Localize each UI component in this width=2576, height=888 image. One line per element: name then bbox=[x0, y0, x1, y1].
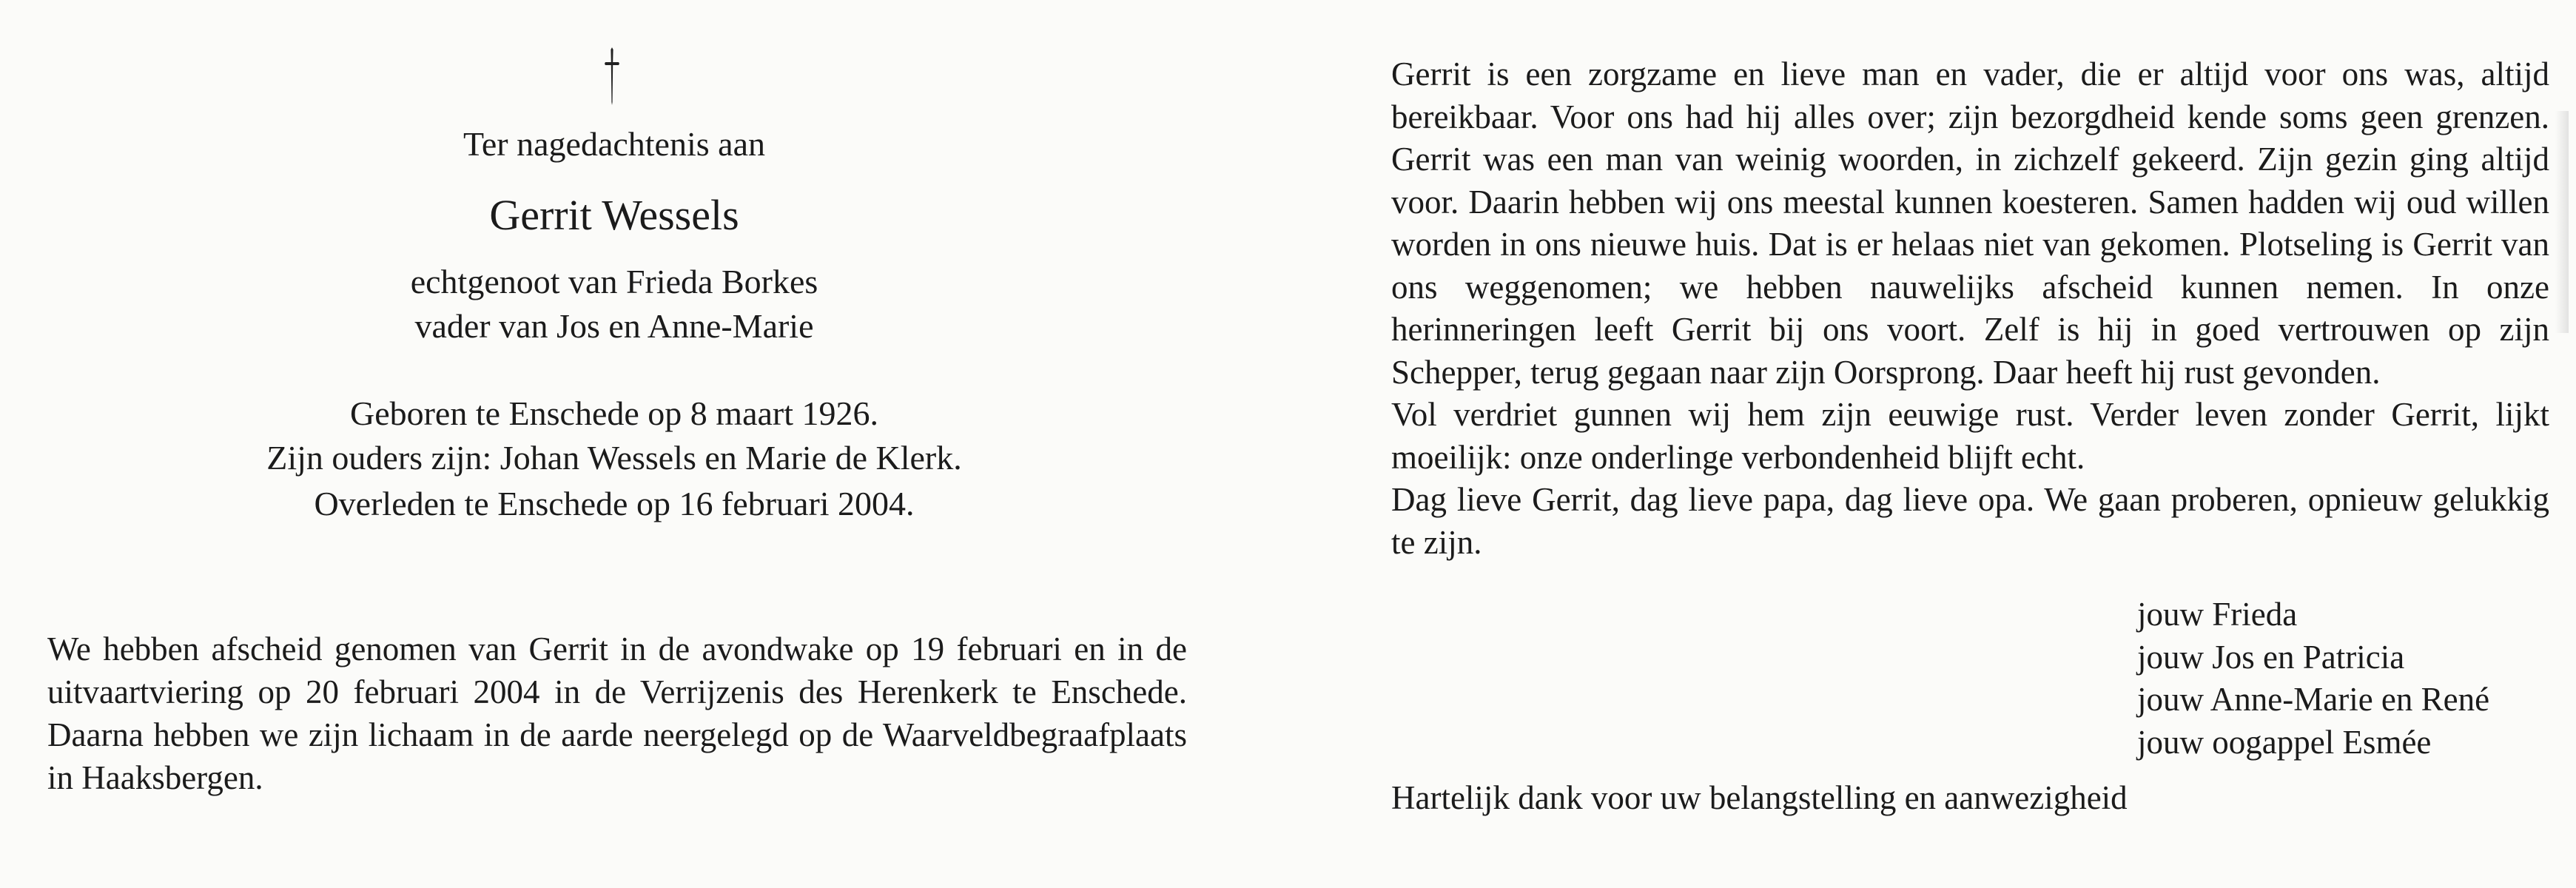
father-line: vader van Jos en Anne-Marie bbox=[414, 307, 814, 345]
signatures bbox=[2137, 593, 2489, 764]
thanks-line: Hartelijk dank voor uw belangstelling en aanwezigheid bbox=[1391, 779, 2128, 816]
left-panel bbox=[0, 0, 1273, 888]
cross-icon bbox=[603, 46, 621, 107]
tribute-text bbox=[1391, 53, 2549, 564]
tribute-paragraph: Vol verdriet gunnen wij hem zijn eeuwige rust. Verder leven zonder Gerrit, lijkt moeilijk: onze onderlinge verbondenheid blijft echt. bbox=[1391, 396, 2549, 476]
right-panel bbox=[1391, 0, 2560, 888]
signature-line: jouw Frieda bbox=[2137, 596, 2298, 633]
signature-line: jouw Jos en Patricia bbox=[2137, 638, 2405, 676]
farewell-paragraph: We hebben afscheid genomen van Gerrit in de avondwake op 19 februari en in de uitvaartviering op 20 februari 2004 in de Verrijzenis des Herenkerk te Enschede. Daarna hebben we zijn lichaam in de aarde neergelegd op de Waarveldbegraafplaats in Haaksbergen. bbox=[47, 630, 1187, 796]
scan-edge-shadow bbox=[2555, 111, 2569, 333]
deceased-name: Gerrit Wessels bbox=[489, 191, 739, 239]
intro-line: Ter nagedachtenis aan bbox=[463, 125, 765, 163]
tribute-paragraph: Dag lieve Gerrit, dag lieve papa, dag lieve opa. We gaan proberen, opnieuw gelukkig te zijn. bbox=[1391, 481, 2549, 561]
spouse-line: echtgenoot van Frieda Borkes bbox=[410, 263, 818, 300]
death-line: Overleden te Enschede op 16 februari 2004. bbox=[314, 485, 915, 522]
birth-line: Geboren te Enschede op 8 maart 1926. bbox=[349, 394, 879, 432]
parents-line: Zijn ouders zijn: Johan Wessels en Marie de Klerk. bbox=[266, 439, 962, 477]
signature-line: jouw Anne-Marie en René bbox=[2137, 681, 2490, 718]
signature-line: jouw oogappel Esmée bbox=[2137, 723, 2432, 761]
tribute-paragraph: Gerrit is een zorgzame en lieve man en vader, die er altijd voor ons was, altijd bereikbaar. Voor ons had hij alles over; zijn bezorgdheid kende soms geen grenzen. Gerrit was een man van weinig woorden, in zichzelf gekeerd. Zijn gezin ging altijd voor. Daarin hebben wij ons meestal kunnen koesteren. Samen hadden wij oud willen worden in ons nieuwe huis. Dat is er helaas niet van gekomen. Plotseling is Gerrit van ons weggenomen; we hebben nauwelijks afscheid kunnen nemen. In onze herinneringen leeft Gerrit bij ons voort. Zelf is hij in goed vertrouwen op zijn Schepper, terug gegaan naar zijn Oorsprong. Daar heeft hij rust gevonden. bbox=[1391, 56, 2549, 391]
